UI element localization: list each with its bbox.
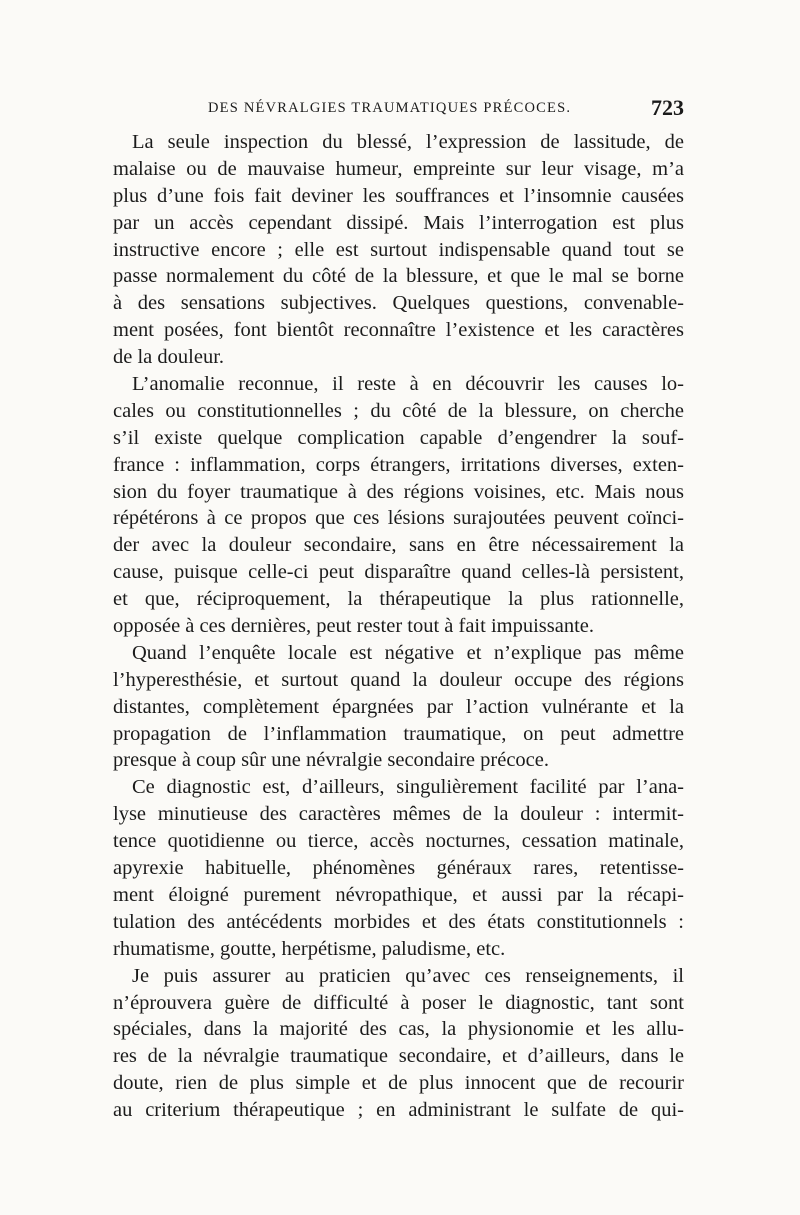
text-line: res de la névralgie traumatique secondaire, et d’ailleurs, dans le (113, 1045, 684, 1068)
text-line: malaise ou de mauvaise humeur, empreinte sur leur visage, m’a (113, 157, 684, 180)
text-line: s’il existe quelque complication capable d’engendrer la souf- (113, 426, 684, 449)
text-line: lyse minutieuse des caractères mêmes de la douleur : intermit- (113, 803, 684, 826)
text-line: passe normalement du côté de la blessure, et que le mal se borne (113, 265, 684, 288)
text-line: cause, puisque celle-ci peut disparaître quand celles-là persistent, (113, 561, 684, 584)
text-line: Je puis assurer au praticien qu’avec ces renseignements, il (132, 964, 684, 987)
body-text (113, 129, 684, 1124)
text-line: spéciales, dans la majorité des cas, la physionomie et les allu- (113, 1018, 684, 1041)
text-line: L’anomalie reconnue, il reste à en découvrir les causes lo- (132, 373, 684, 396)
text-line: de la douleur. (113, 346, 225, 369)
text-line: l’hyperesthésie, et surtout quand la douleur occupe des régions (113, 668, 684, 691)
running-title: DES NÉVRALGIES TRAUMATIQUES PRÉCOCES. (208, 100, 572, 116)
text-line: apyrexie habituelle, phénomènes généraux rares, retentisse- (113, 857, 684, 880)
text-line: instructive encore ; elle est surtout indispensable quand tout se (113, 238, 684, 261)
text-line: distantes, complètement épargnées par l’action vulnérante et la (113, 695, 684, 718)
text-line: tence quotidienne ou tierce, accès nocturnes, cessation matinale, (113, 830, 684, 853)
text-line: cales ou constitutionnelles ; du côté de la blessure, on cherche (113, 399, 684, 422)
text-line: La seule inspection du blessé, l’expression de lassitude, de (132, 131, 684, 153)
text-line: opposée à ces dernières, peut rester tout à fait impuissante. (113, 615, 595, 638)
text-line: ment posées, font bientôt reconnaître l’existence et les caractères (113, 319, 684, 342)
text-line: tulation des antécédents morbides et des états constitutionnels : (113, 910, 684, 933)
text-line: presque à coup sûr une névralgie secondaire précoce. (113, 749, 549, 772)
text-line: au criterium thérapeutique ; en administrant le sulfate de qui- (113, 1099, 684, 1122)
text-line: france : inflammation, corps étrangers, irritations diverses, exten- (113, 453, 684, 476)
page-header (113, 96, 684, 122)
text-line: der avec la douleur secondaire, sans en être nécessairement la (113, 534, 684, 557)
text-line: ment éloigné purement névropathique, et aussi par la récapi- (113, 883, 684, 906)
text-line: n’éprouvera guère de difficulté à poser le diagnostic, tant sont (113, 991, 684, 1014)
text-line: Quand l’enquête locale est négative et n’explique pas même (132, 641, 684, 664)
text-line: sion du foyer traumatique à des régions voisines, etc. Mais nous (113, 480, 684, 503)
page-number: 723 (651, 95, 684, 120)
text-line: plus d’une fois fait deviner les souffrances et l’insomnie causées (113, 184, 684, 207)
text-line: et que, réciproquement, la thérapeutique la plus rationnelle, (113, 588, 684, 611)
text-line: rhumatisme, goutte, herpétisme, paludisme, etc. (113, 937, 506, 960)
text-line: doute, rien de plus simple et de plus innocent que de recourir (113, 1072, 684, 1095)
text-line: répétérons à ce propos que ces lésions surajoutées peuvent coïnci- (113, 507, 684, 530)
text-line: Ce diagnostic est, d’ailleurs, singulièrement facilité par l’ana- (132, 776, 684, 799)
text-line: propagation de l’inflammation traumatique, on peut admettre (113, 722, 684, 745)
text-line: par un accès cependant dissipé. Mais l’interrogation est plus (113, 211, 684, 234)
text-line: à des sensations subjectives. Quelques questions, convenable- (113, 292, 684, 315)
